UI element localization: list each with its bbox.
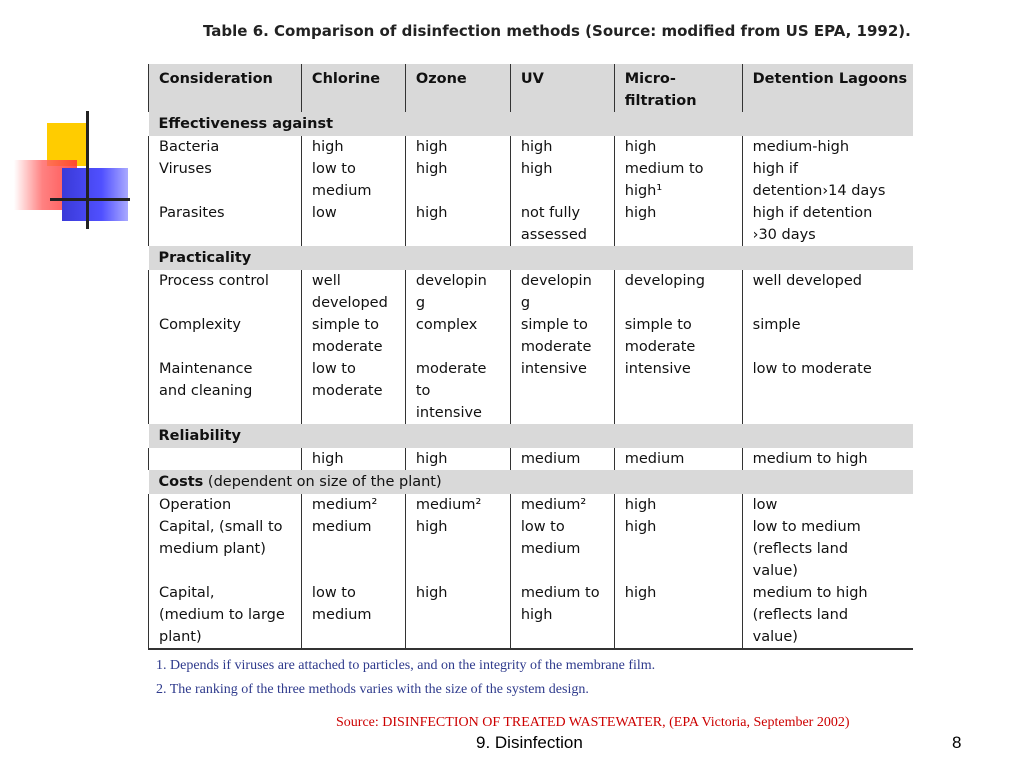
source-citation [336,715,850,731]
table-cell: high [510,136,614,158]
table-cell: Capital, (medium to large plant) [149,582,302,649]
table-cell: simple to moderate [614,314,742,358]
table-cell: high [614,202,742,246]
table-cell: Process control [149,270,302,314]
table-cell: low to medium [301,582,405,649]
table-cell: Parasites [149,202,302,246]
table-cell: high [405,136,510,158]
table-cell: high [510,158,614,202]
table-cell: high [614,582,742,649]
table-cell: low [301,202,405,246]
table-cell: developin g [510,270,614,314]
section-row [149,112,914,136]
table-cell: medium [510,448,614,470]
table-cell: low to moderate [301,358,405,424]
table-cell: high [405,582,510,649]
table-header-row [149,64,914,112]
section-label: Practicality [149,246,914,270]
table-cell: medium-high [742,136,913,158]
column-header: Detention Lagoons [742,64,913,112]
table-row [149,582,914,649]
vertical-line-decoration [86,111,89,229]
footnote-1: 1. Depends if viruses are attached to particles, and on the integrity of the membrane film. [156,658,656,673]
table-cell: medium to high [742,448,913,470]
table-cell: Maintenance and cleaning [149,358,302,424]
table-cell: developin g [405,270,510,314]
slide-footer-title: 9. Disinfection [476,733,583,752]
table-cell: not fully assessed [510,202,614,246]
section-row [149,246,914,270]
source-suffix: (EPA Victoria, September 2002) [669,715,850,730]
source-prefix: Source: DISINFECTION OF TREATED WASTEWATER, [336,715,670,730]
table-cell: Operation [149,494,302,516]
table-cell: medium² [510,494,614,516]
table-cell: high [301,448,405,470]
table-cell: intensive [614,358,742,424]
slide-page-number: 8 [952,733,962,752]
table-cell: well developed [301,270,405,314]
column-header: UV [510,64,614,112]
table-row [149,314,914,358]
table-cell: medium² [405,494,510,516]
table-cell: Viruses [149,158,302,202]
table-row [149,136,914,158]
table-cell: low to medium (reflects land value) [742,516,913,582]
table-cell: medium² [301,494,405,516]
table-cell [149,448,302,470]
column-header: Ozone [405,64,510,112]
table-cell: low [742,494,913,516]
column-header: Consideration [149,64,302,112]
table-cell: medium [614,448,742,470]
table-title: Table 6. Comparison of disinfection methods (Source: modified from US EPA, 1992). [203,22,911,40]
table-cell: developing [614,270,742,314]
table-cell: simple to moderate [510,314,614,358]
table-row [149,358,914,424]
column-header: Micro- filtration [614,64,742,112]
table-cell: high if detention ›30 days [742,202,913,246]
table-cell: simple to moderate [301,314,405,358]
section-row [149,470,914,494]
blue-square-decoration [62,168,128,221]
column-header: Chlorine [301,64,405,112]
table-cell: low to moderate [742,358,913,424]
table-cell: simple [742,314,913,358]
table-cell: Bacteria [149,136,302,158]
table-cell: high [301,136,405,158]
table-cell: high [405,448,510,470]
table-cell: low to medium [510,516,614,582]
table-cell: medium [301,516,405,582]
table-cell: Capital, (small to medium plant) [149,516,302,582]
table-row [149,270,914,314]
table-cell: complex [405,314,510,358]
table-cell: high [405,202,510,246]
table-body [149,112,914,649]
comparison-table [148,64,913,650]
table-row [149,202,914,246]
table-cell: high [614,494,742,516]
footnotes [156,657,655,705]
table-cell: high if detention›14 days [742,158,913,202]
table-cell: high [405,516,510,582]
table-cell: high [614,136,742,158]
table-cell: medium to high¹ [614,158,742,202]
table-row [149,494,914,516]
section-label: Reliability [149,424,914,448]
section-row [149,424,914,448]
table-cell: low to medium [301,158,405,202]
table-cell: medium to high [510,582,614,649]
table-cell: intensive [510,358,614,424]
section-label: Costs (dependent on size of the plant) [149,470,914,494]
table-row [149,158,914,202]
section-label: Effectiveness against [149,112,914,136]
table-cell: well developed [742,270,913,314]
table-cell: high [405,158,510,202]
table-cell: Complexity [149,314,302,358]
horizontal-line-decoration [50,198,130,201]
footnote-2: 2. The ranking of the three methods varies with the size of the system design. [156,682,589,697]
comparison-table-wrapper [148,64,913,650]
table-cell: moderate to intensive [405,358,510,424]
table-cell: medium to high (reflects land value) [742,582,913,649]
table-row [149,516,914,582]
decorative-squares [0,0,140,240]
table-cell: high [614,516,742,582]
table-row [149,448,914,470]
